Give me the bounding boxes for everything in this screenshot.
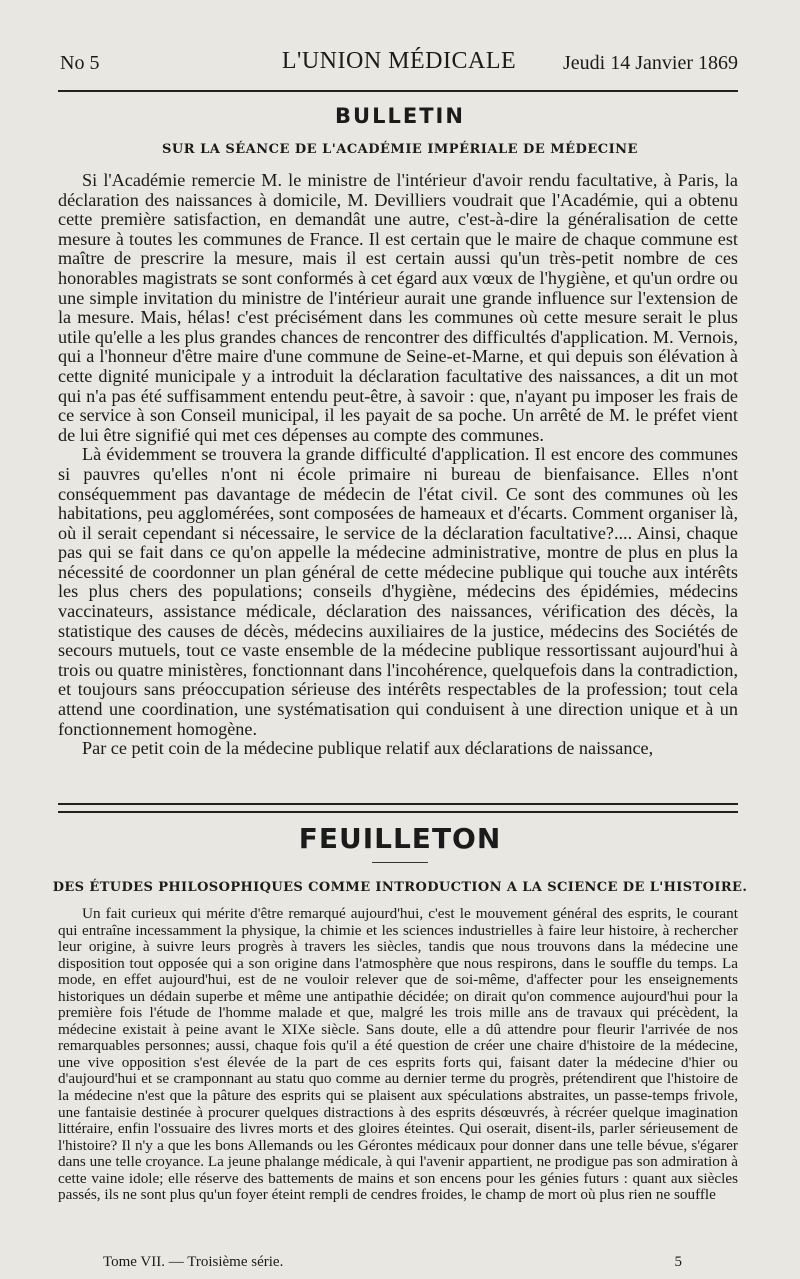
feuilleton-body [58, 906, 738, 1204]
issue-number: No 5 [60, 52, 100, 74]
bulletin-body [58, 171, 738, 759]
page-number: 5 [674, 1254, 682, 1270]
feuilleton-title: FEUILLETON [298, 822, 502, 855]
feuilleton-paragraph-1: Un fait curieux qui mérite d'être remarqué aujourd'hui, c'est le mouvement général des esprits, le courant qui entraîne incessamment la physique, la chimie et les sciences industrielles à faire leur histoire, à rechercher leur origine, à suivre leurs progrès à travers les siècles, tandis que nous trouvons dans la médecine une disposition tout opposée qui a son origine dans l'atmosphère que nous respirons, dans le souffle du temps. La mode, en effet aujourd'hui, est de ne vouloir relever que de soi-même, d'affecter pour les enseignements historiques un dédain superbe et même une antipathie décidée; on dirait qu'on commence aujourd'hui pour la première fois l'étude de l'homme malade et que, malgré les trois mille ans de travaux qui précèdent, la médecine existait à peine avant le XIXe siècle. Sans doute, elle a dû attendre pour fleurir l'arrivée de nos remarquables personnes; aussi, chaque fois qu'il a été question de créer une chaire d'histoire de la médecine, une vive opposition s'est élevée de la part de ces esprits forts qui, faisant dater la médecine d'hier ou d'aujourd'hui et se cramponnant au statu quo comme au dernier terme du progrès, prétendirent que l'histoire de la médecine n'est que la pâture des esprits qui se plaisent aux spéculations abstraites, un passe-temps frivole, une fantaisie destinée à procurer quelques distractions à des esprits désœuvrés, à récréer quelque imagination littéraire, enfin l'ossuaire des livres morts et des gloires éteintes. Qui oserait, disent-ils, parler sérieusement de l'histoire? Il n'y a que les bons Allemands ou les Gérontes médicaux pour donner dans une telle bévue, s'égarer dans une telle croyance. La jeune phalange médicale, à qui l'avenir appartient, ne prodigue pas son admiration à cette vaine idole; elle réserve des battements de mains et son encens pour les génies futurs : quant aux siècles passés, ils ne sont plus qu'un foyer éteint rempli de cendres froides, le champ de mort où plus rien ne souffle [58, 905, 738, 1204]
bulletin-paragraph-1: Si l'Académie remercie M. le ministre de l'intérieur d'avoir rendu facultative, à Paris, la déclaration des naissances à domicile, M. Devilliers voudrait que l'Académie, qui a obtenu cette première satisfaction, en demandât une autre, c'est-à-dire la généralisation de cette mesure à toutes les communes de France. Il est certain que le maire de chaque commune est maître de prescrire la mesure, mais il est certain aussi qu'un très-petit nombre de ces honorables magistrats se sont conformés à cet égard aux vœux de l'hygiène, et qu'un ordre ou une simple invitation du ministre de l'intérieur aurait une grande influence sur l'extension de la mesure. Mais, hélas! c'est précisément dans les communes où cette mesure serait le plus utile qu'elle a les plus grandes chances de rencontrer des difficultés d'application. M. Vernois, qui a l'honneur d'être maire d'une commune de Seine-et-Marne, et qui depuis son élévation à cette dignité municipale y a introduit la déclaration facultative des naissances, a dit un mot qui n'a pas été suffisamment entendu peut-être, à savoir : que, n'ayant pu imposer les frais de ce service à son Conseil municipal, il les payait de sa poche. Un arrêté de M. le préfet vient de lui être signifié qui met ces dépenses au compte des communes. [58, 170, 738, 445]
feuilleton-rule [372, 862, 428, 863]
journal-title: L'UNION MÉDICALE [281, 48, 517, 74]
masthead-rule [58, 90, 738, 92]
page-footer [103, 1254, 682, 1274]
bulletin-paragraph-3: Par ce petit coin de la médecine publique relatif aux déclarations de naissance, [82, 738, 654, 759]
feuilleton-subtitle: DES ÉTUDES PHILOSOPHIQUES COMME INTRODUCTION A LA SCIENCE DE L'HISTOIRE. [52, 880, 748, 895]
bulletin-title: BULLETIN [335, 104, 465, 128]
issue-date: Jeudi 14 Janvier 1869 [563, 52, 738, 74]
bulletin-paragraph-2: Là évidemment se trouvera la grande difficulté d'application. Il est encore des communes si pauvres qu'elles n'ont ni école primaire ni bureau de bienfaisance. Elles n'ont conséquemment pas davantage de médecin de l'état civil. Ce sont des communes où les habitations, peu agglomérées, sont composées de hameaux et d'écarts. Comment organiser là, où il serait cependant si nécessaire, le service de la déclaration facultative?.... Ainsi, chaque pas qui se fait dans ce qu'on appelle la médecine administrative, montre de plus en plus la nécessité de coordonner un plan général de cette médecine publique qui touche aux intérêts les plus chers des populations; conseils d'hygiène, médecins des épidémies, médecins vaccinateurs, assistance médicale, déclaration des naissances, vérification des décès, la statistique des causes de décès, médecins auxiliaires de la justice, médecins des Sociétés de secours mutuels, tout ce vaste ensemble de la médecine publique ressortissant aujourd'hui à trois ou quatre ministères, fonctionnant dans l'incohérence, quelquefois dans la contradiction, et toujours sans préoccupation sérieuse des intérêts respectables de la profession; tout cela attend une coordination, une systématisation qui conduisent à une direction unique et à un fonctionnement homogène. [58, 444, 738, 739]
section-divider [58, 803, 738, 813]
masthead [60, 44, 738, 80]
volume-label: Tome VII. — Troisième série. [103, 1254, 284, 1270]
bulletin-subtitle: SUR LA SÉANCE DE L'ACADÉMIE IMPÉRIALE DE MÉDECINE [162, 142, 638, 157]
